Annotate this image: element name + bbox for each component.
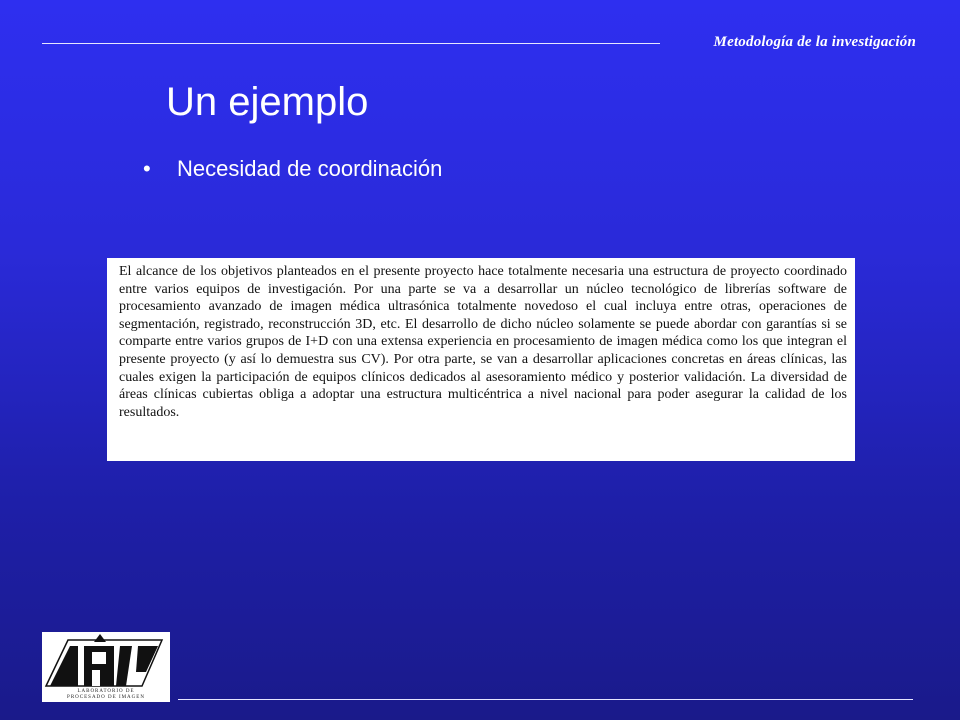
logo-caption-line2: PROCESADO DE IMAGEN	[67, 695, 145, 700]
header-rule	[42, 43, 660, 44]
excerpt-paragraph: El alcance de los objetivos planteados en el presente proyecto hace totalmente necesaria una estructura de proyecto coordinado entre varios equipos de investigación. Por una parte se va a desarrollar un núcleo tecnológico de librerías software de procesamiento avanzado de imagen médica ultrasónica totalmente novedoso el cual incluya entre otras, operaciones de segmentación, registrado, reconstrucción 3D, etc. El desarrollo de dicho núcleo solamente se puede abordar con garantías si se comparte entre varios grupos de I+D con una extensa experiencia en procesamiento de imagen médica como los que integran el presente proyecto (y así lo demuestra sus CV). Por otra parte, se van a desarrollar aplicaciones concretas en áreas clínicas, las cuales exigen la participación de equipos clínicos dedicados al asesoramiento médico y posterior validación. La diversidad de áreas clínicas cubiertas obliga a adoptar una estructura multicéntrica a nivel nacional para poder asegurar la calidad de los resultados.	[119, 264, 847, 420]
excerpt-box	[107, 258, 855, 461]
logo-caption-line1: LABORATORIO DE	[77, 689, 135, 694]
slide-title: Un ejemplo	[166, 80, 369, 124]
footer-rule	[178, 699, 913, 700]
bullet-icon: •	[143, 156, 151, 181]
lab-logo	[42, 632, 170, 702]
bullet-item	[143, 156, 442, 182]
course-title: Metodología de la investigación	[713, 34, 916, 50]
bullet-text: Necesidad de coordinación	[177, 156, 443, 181]
